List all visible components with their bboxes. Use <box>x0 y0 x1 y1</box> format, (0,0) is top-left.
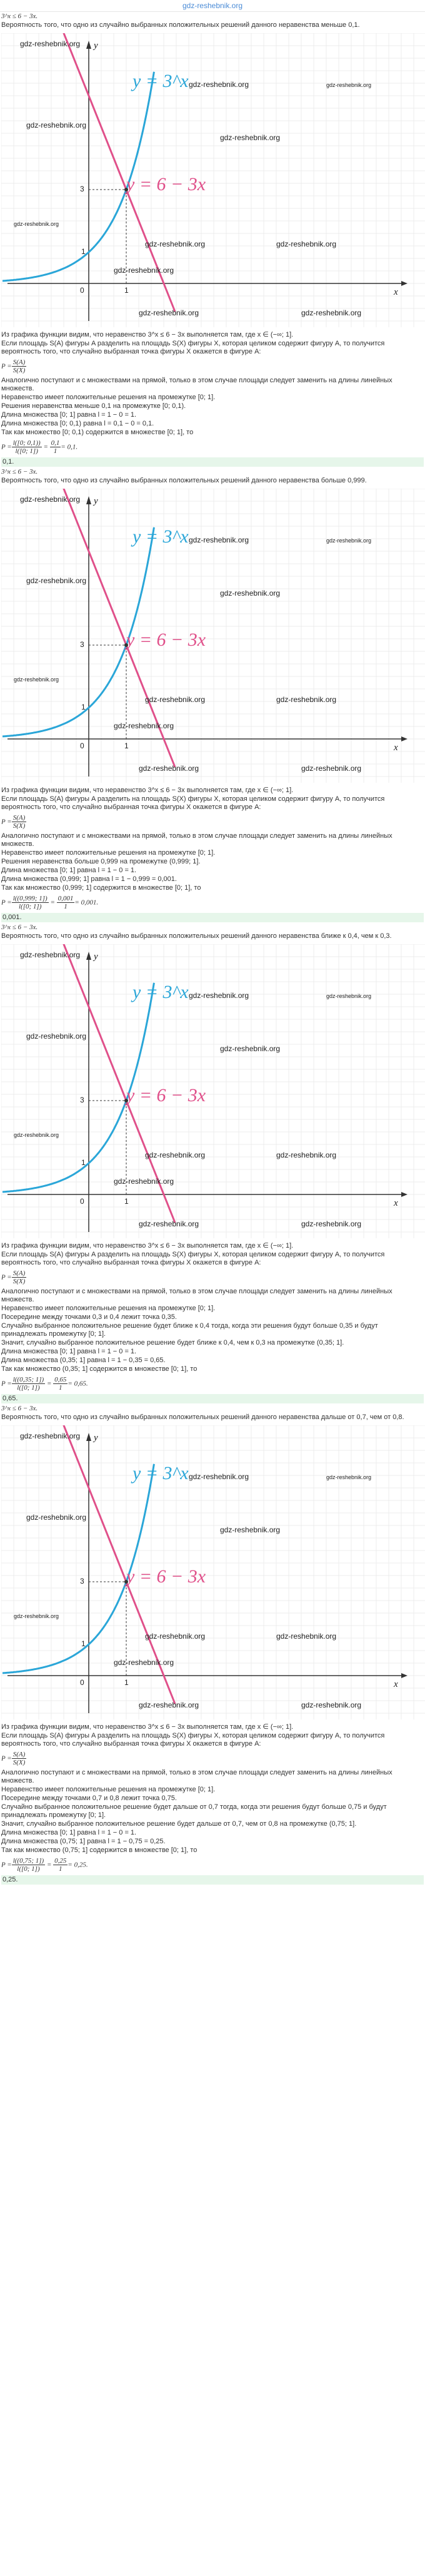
result-fraction-den: l([0; 1]) <box>17 1384 40 1392</box>
graph-label-x: x <box>394 1679 398 1689</box>
watermark: gdz-reshebnik.org <box>276 695 337 704</box>
result-formula <box>1 1857 424 1873</box>
result-fraction <box>12 895 49 910</box>
watermark: gdz-reshebnik.org <box>20 495 81 504</box>
result-simplified-num: 0,65 <box>54 1376 67 1383</box>
equals-sign: = <box>41 443 50 451</box>
graph-conclusion: Из графика функции видим, что неравенство 3^x ≤ 6 − 3x выполняется там, где x ∈ (−∞; 1]. <box>1 331 294 339</box>
probability-formula <box>1 814 424 830</box>
result-fraction <box>12 1376 46 1392</box>
graph-conclusion: Из графика функции видим, что неравенство 3^x ≤ 6 − 3x выполняется там, где x ∈ (−∞; 1]. <box>1 1242 294 1250</box>
equals-sign: = <box>45 1861 54 1869</box>
result-simplified <box>53 1857 68 1873</box>
result-fraction-den: l([0; 1]) <box>15 447 38 455</box>
watermark: gdz-reshebnik.org <box>14 676 59 683</box>
watermark: gdz-reshebnik.org <box>26 121 87 130</box>
graph-label-zero: 0 <box>80 1678 84 1687</box>
graph-label-three: 3 <box>80 640 84 649</box>
positive-solutions: Неравенство имеет положительные решения на промежутке [0; 1]. <box>1 394 216 401</box>
length-explanation: Аналогично поступают и с множествами на прямой, только в этом случае площади следует заменить на длины линейных множеств. <box>1 1769 394 1784</box>
watermark: gdz-reshebnik.org <box>326 537 372 544</box>
result-fraction-num: l([0; 0,1)) <box>12 439 41 447</box>
watermark: gdz-reshebnik.org <box>145 695 206 704</box>
containment-text: Так как множество (0,75; 1] содержится в множестве [0; 1], то <box>1 1846 198 1854</box>
watermark: gdz-reshebnik.org <box>114 1658 174 1667</box>
graph <box>1 944 425 1238</box>
watermark: gdz-reshebnik.org <box>326 82 372 88</box>
watermark: gdz-reshebnik.org <box>114 721 174 730</box>
result-formula <box>1 439 424 455</box>
intro-text: Вероятность того, что одно из случайно выбранных положительных решений данного неравенства больше 0,999. <box>1 477 367 484</box>
result-lhs: P = <box>1 1861 12 1869</box>
watermark: gdz-reshebnik.org <box>26 1032 87 1041</box>
result-fraction-den: l([0; 1]) <box>19 903 42 910</box>
watermark: gdz-reshebnik.org <box>220 589 281 598</box>
result-simplified-num: 0,1 <box>51 439 60 447</box>
extra-line: Решения неравенства больше 0,999 на промежутке (0,999; 1]. <box>1 858 201 865</box>
intro-text: Вероятность того, что одно из случайно выбранных положительных решений данного неравенства дальше от 0,7, чем от 0,8. <box>1 1413 404 1421</box>
content <box>0 13 425 1885</box>
length-total: Длина множества [0; 1] равна l = 1 − 0 = 1. <box>1 1829 137 1836</box>
result-simplified-num: 0,25 <box>54 1857 67 1865</box>
result-simplified <box>57 895 75 910</box>
watermark: gdz-reshebnik.org <box>220 1044 281 1053</box>
result-value: = 0,25. <box>68 1861 88 1869</box>
length-explanation: Аналогично поступают и с множествами на прямой, только в этом случае площади следует заменить на длины линейных множеств. <box>1 832 394 848</box>
extra-line: Случайно выбранное положительное решение будет дальше от 0,7 тогда, когда эти решения будут больше 0,75 и будут принадлежать промежутку [0; 1]. <box>1 1803 389 1819</box>
probability-formula <box>1 1270 424 1285</box>
inequality: 3^x ≤ 6 − 3x. <box>1 924 38 931</box>
graph-svg <box>1 944 425 1238</box>
x-axis-arrow <box>401 1673 408 1678</box>
watermark: gdz-reshebnik.org <box>220 1525 281 1534</box>
length-total: Длина множества [0; 1] равна l = 1 − 0 = 1. <box>1 867 137 874</box>
watermark: gdz-reshebnik.org <box>220 133 281 142</box>
graph-label-one_y: 1 <box>81 1158 86 1167</box>
watermark: gdz-reshebnik.org <box>114 266 174 275</box>
graph-label-exp: y = 3^x <box>132 526 189 547</box>
result-value: = 0,65. <box>68 1380 88 1388</box>
formula-fraction-den: S(X) <box>12 367 26 374</box>
result-fraction <box>12 439 42 455</box>
intro-text: Вероятность того, что одно из случайно выбранных положительных решений данного неравенства ближе к 0,4, чем к 0,3. <box>1 932 392 940</box>
x-axis-arrow <box>401 281 408 286</box>
formula-fraction <box>12 1751 27 1766</box>
watermark: gdz-reshebnik.org <box>189 536 249 544</box>
equals-sign: = <box>48 899 57 907</box>
length-subset: Длина множества (0,999; 1] равна l = 1 − 0,999 = 0,001. <box>1 875 177 883</box>
watermark: gdz-reshebnik.org <box>139 308 199 317</box>
formula-lhs: P = <box>1 818 12 826</box>
result-lhs: P = <box>1 899 12 907</box>
area-explanation: Если площадь S(A) фигуры A разделить на площадь S(X) фигуры X, которая целиком содержит фигуру A, то получится вероятность того, что случайно выбранная точка фигуры X окажется в фигуре A: <box>1 1732 387 1748</box>
graph-label-x: x <box>394 287 398 297</box>
graph-label-lin: y = 6 − 3x <box>126 174 206 195</box>
graph-label-one_x: 1 <box>124 1678 129 1687</box>
result-simplified-den: 1 <box>59 1384 62 1392</box>
formula-fraction-den: S(X) <box>12 1759 26 1766</box>
watermark: gdz-reshebnik.org <box>301 308 362 317</box>
watermark: gdz-reshebnik.org <box>301 764 362 773</box>
result-simplified <box>50 439 61 455</box>
solution-section <box>0 1405 425 1885</box>
solution-section <box>0 13 425 467</box>
answer-line: 0,65. <box>1 1394 424 1403</box>
y-axis-arrow <box>86 1433 91 1441</box>
site-header[interactable]: gdz-reshebnik.org <box>0 0 425 12</box>
watermark: gdz-reshebnik.org <box>326 993 372 999</box>
graph-conclusion: Из графика функции видим, что неравенство 3^x ≤ 6 − 3x выполняется там, где x ∈ (−∞; 1]. <box>1 787 294 794</box>
graph-label-one_x: 1 <box>124 1197 129 1206</box>
watermark: gdz-reshebnik.org <box>14 1613 59 1619</box>
area-explanation: Если площадь S(A) фигуры A разделить на площадь S(X) фигуры X, которая целиком содержит фигуру A, то получится вероятность того, что случайно выбранная точка фигуры X окажется в фигуре A: <box>1 340 387 355</box>
probability-formula <box>1 1751 424 1766</box>
formula-fraction-den: S(X) <box>12 822 26 830</box>
solution-section <box>0 468 425 922</box>
intro-text: Вероятность того, что одно из случайно выбранных положительных решений данного неравенства меньше 0,1. <box>1 21 360 29</box>
formula-fraction-num: S(A) <box>12 1270 26 1277</box>
watermark: gdz-reshebnik.org <box>301 1701 362 1709</box>
result-simplified-den: 1 <box>53 447 58 455</box>
y-axis-arrow <box>86 496 91 504</box>
formula-fraction-num: S(A) <box>12 359 26 366</box>
containment-text: Так как множество (0,35; 1] содержится в множестве [0; 1], то <box>1 1365 198 1373</box>
watermark: gdz-reshebnik.org <box>301 1219 362 1228</box>
graph-label-y: y <box>94 1433 98 1443</box>
formula-lhs: P = <box>1 1754 12 1763</box>
result-fraction-num: l((0,35; 1]) <box>12 1376 44 1383</box>
graph-label-lin: y = 6 − 3x <box>126 629 206 650</box>
graph-label-one_x: 1 <box>124 286 129 295</box>
result-fraction-den: l([0; 1]) <box>17 1865 40 1873</box>
inequality: 3^x ≤ 6 − 3x. <box>1 1405 38 1412</box>
graph <box>1 33 425 327</box>
formula-lhs: P = <box>1 1273 12 1281</box>
extra-line: Значит, случайно выбранное положительное решение будет ближе к 0,4, чем к 0,3 на промежутке (0,35; 1]. <box>1 1339 344 1347</box>
graph-label-one_x: 1 <box>124 741 129 750</box>
watermark: gdz-reshebnik.org <box>276 240 337 248</box>
result-simplified-den: 1 <box>64 903 68 910</box>
watermark: gdz-reshebnik.org <box>20 39 81 48</box>
result-fraction-num: l((0,999; 1]) <box>12 895 48 902</box>
answer-line: 0,1. <box>1 457 424 467</box>
probability-formula <box>1 359 424 374</box>
watermark: gdz-reshebnik.org <box>276 1632 337 1641</box>
x-axis-arrow <box>401 1192 408 1197</box>
watermark: gdz-reshebnik.org <box>276 1151 337 1159</box>
answer-line: 0,001. <box>1 913 424 922</box>
y-axis-arrow <box>86 41 91 49</box>
graph <box>1 1425 425 1719</box>
graph-label-y: y <box>94 952 98 962</box>
watermark: gdz-reshebnik.org <box>26 1513 87 1522</box>
watermark: gdz-reshebnik.org <box>189 991 249 1000</box>
positive-solutions: Неравенство имеет положительные решения на промежутке [0; 1]. <box>1 849 216 857</box>
watermark: gdz-reshebnik.org <box>14 221 59 227</box>
watermark: gdz-reshebnik.org <box>139 1219 199 1228</box>
graph-svg <box>1 1425 425 1719</box>
formula-fraction <box>12 359 27 374</box>
result-formula <box>1 895 424 910</box>
extra-line: Случайно выбранное положительное решение будет ближе к 0,4 тогда, когда эти решения будут больше 0,35 и будут принадлежать промежутку [0; 1]. <box>1 1322 380 1338</box>
length-explanation: Аналогично поступают и с множествами на прямой, только в этом случае площади следует заменить на длины линейных множеств. <box>1 377 394 392</box>
formula-fraction-num: S(A) <box>12 1751 26 1758</box>
graph-label-lin: y = 6 − 3x <box>126 1566 206 1587</box>
watermark: gdz-reshebnik.org <box>139 1701 199 1709</box>
graph-label-y: y <box>94 41 98 51</box>
length-subset: Длина множества [0; 0,1) равна l = 0,1 − 0 = 0,1. <box>1 420 154 427</box>
formula-fraction <box>12 814 27 830</box>
extra-line: Посередине между точками 0,7 и 0,8 лежит точка 0,75. <box>1 1795 177 1802</box>
formula-lhs: P = <box>1 362 12 370</box>
result-simplified-num: 0,001 <box>58 895 74 902</box>
result-fraction <box>12 1857 46 1873</box>
result-lhs: P = <box>1 1380 12 1388</box>
watermark: gdz-reshebnik.org <box>145 1151 206 1159</box>
graph-label-exp: y = 3^x <box>132 71 189 91</box>
graph-label-exp: y = 3^x <box>132 1463 189 1484</box>
area-explanation: Если площадь S(A) фигуры A разделить на площадь S(X) фигуры X, которая целиком содержит фигуру A, то получится вероятность того, что случайно выбранная точка фигуры X окажется в фигуре A: <box>1 1251 387 1266</box>
y-axis-arrow <box>86 952 91 960</box>
solution-section <box>0 924 425 1403</box>
graph-label-lin: y = 6 − 3x <box>126 1085 206 1106</box>
x-axis-arrow <box>401 736 408 741</box>
watermark: gdz-reshebnik.org <box>139 764 199 773</box>
watermark: gdz-reshebnik.org <box>26 576 87 585</box>
graph-label-three: 3 <box>80 1096 84 1104</box>
answer-line: 0,25. <box>1 1875 424 1885</box>
positive-solutions: Неравенство имеет положительные решения на промежутке [0; 1]. <box>1 1786 216 1793</box>
result-simplified <box>53 1376 68 1392</box>
graph-label-zero: 0 <box>80 741 84 750</box>
graph-label-zero: 0 <box>80 1197 84 1206</box>
extra-line: Решения неравенства меньше 0,1 на промежутке [0; 0,1). <box>1 402 186 410</box>
result-formula <box>1 1376 424 1392</box>
result-fraction-num: l((0,75; 1]) <box>12 1857 44 1865</box>
graph-label-one_y: 1 <box>81 1639 86 1648</box>
graph-label-one_y: 1 <box>81 247 86 256</box>
extra-line: Посередине между точками 0,3 и 0,4 лежит точка 0,35. <box>1 1313 177 1321</box>
graph-label-three: 3 <box>80 185 84 193</box>
graph-svg <box>1 33 425 327</box>
length-explanation: Аналогично поступают и с множествами на прямой, только в этом случае площади следует заменить на длины линейных множеств. <box>1 1288 394 1303</box>
positive-solutions: Неравенство имеет положительные решения на промежутке [0; 1]. <box>1 1305 216 1312</box>
watermark: gdz-reshebnik.org <box>20 1432 81 1440</box>
watermark: gdz-reshebnik.org <box>326 1474 372 1480</box>
graph-conclusion: Из графика функции видим, что неравенство 3^x ≤ 6 − 3x выполняется там, где x ∈ (−∞; 1]. <box>1 1723 294 1731</box>
length-subset: Длина множества (0,75; 1] равна l = 1 − 0,75 = 0,25. <box>1 1838 166 1845</box>
formula-fraction <box>12 1270 27 1285</box>
graph-label-three: 3 <box>80 1577 84 1586</box>
watermark: gdz-reshebnik.org <box>189 1472 249 1481</box>
equals-sign: = <box>45 1380 54 1388</box>
watermark: gdz-reshebnik.org <box>189 80 249 89</box>
formula-fraction-den: S(X) <box>12 1278 26 1285</box>
graph <box>1 489 425 783</box>
watermark: gdz-reshebnik.org <box>20 950 81 959</box>
containment-text: Так как множество (0,999; 1] содержится в множестве [0; 1], то <box>1 884 201 892</box>
graph-label-x: x <box>394 743 398 753</box>
result-simplified-den: 1 <box>59 1865 62 1873</box>
graph-label-x: x <box>394 1198 398 1208</box>
result-value: = 0,001. <box>74 899 99 907</box>
result-lhs: P = <box>1 443 12 451</box>
extra-line: Значит, случайно выбранное положительное решение будет дальше от 0,7, чем от 0,8 на промежутке (0,75; 1]. <box>1 1820 357 1828</box>
inequality: 3^x ≤ 6 − 3x. <box>1 468 38 476</box>
result-value: = 0,1. <box>61 443 78 451</box>
graph-label-y: y <box>94 496 98 506</box>
formula-fraction-num: S(A) <box>12 814 26 822</box>
graph-label-one_y: 1 <box>81 703 86 711</box>
area-explanation: Если площадь S(A) фигуры A разделить на площадь S(X) фигуры X, которая целиком содержит фигуру A, то получится вероятность того, что случайно выбранная точка фигуры X окажется в фигуре A: <box>1 795 387 811</box>
containment-text: Так как множество [0; 0,1) содержится в множестве [0; 1], то <box>1 429 194 436</box>
length-total: Длина множества [0; 1] равна l = 1 − 0 = 1. <box>1 1348 137 1355</box>
watermark: gdz-reshebnik.org <box>114 1177 174 1186</box>
length-subset: Длина множества (0,35; 1] равна l = 1 − 0,35 = 0,65. <box>1 1357 166 1364</box>
graph-svg <box>1 489 425 783</box>
watermark: gdz-reshebnik.org <box>145 240 206 248</box>
watermark: gdz-reshebnik.org <box>145 1632 206 1641</box>
inequality: 3^x ≤ 6 − 3x. <box>1 13 38 20</box>
length-total: Длина множества [0; 1] равна l = 1 − 0 = 1. <box>1 411 137 419</box>
watermark: gdz-reshebnik.org <box>14 1132 59 1138</box>
graph-label-zero: 0 <box>80 286 84 295</box>
graph-label-exp: y = 3^x <box>132 982 189 1002</box>
